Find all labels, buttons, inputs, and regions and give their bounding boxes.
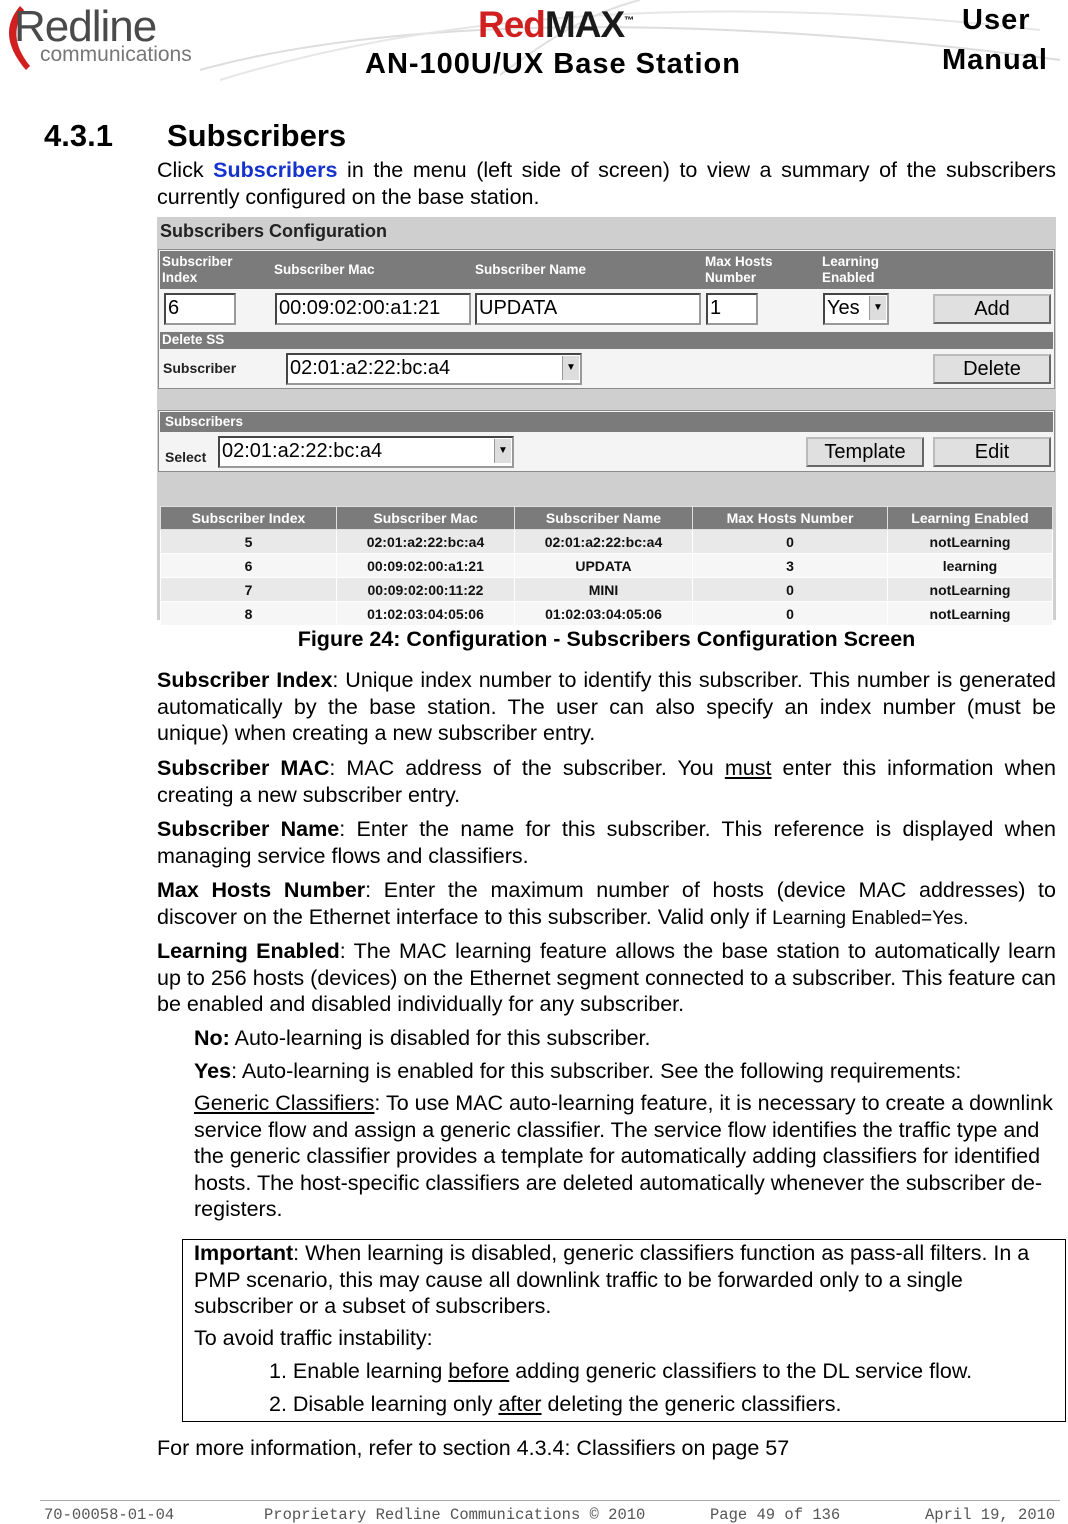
- generic-classifiers-description: [194, 1090, 1056, 1223]
- intro-text-2: in the menu (left side of screen) to view a summary of the subscribers currently configured on the base station.: [157, 158, 1056, 209]
- yes-description: [194, 1058, 1056, 1085]
- name-input[interactable]: UPDATA: [475, 293, 701, 325]
- product-logo-red: Red: [478, 4, 545, 45]
- item1-u: before: [448, 1359, 510, 1383]
- select-subscriber-panel: [158, 410, 1055, 472]
- name-description: [157, 816, 1056, 869]
- mac-description: [157, 755, 1056, 808]
- delete-ss-title: Delete SS: [162, 332, 225, 347]
- name-text: : Enter the name for this subscriber. This reference is displayed when managing service flows and classifiers.: [157, 817, 1056, 868]
- max-hosts-input[interactable]: 1: [706, 293, 758, 325]
- add-header-bar: [160, 251, 1053, 289]
- item1-a: 1. Enable learning: [269, 1359, 449, 1383]
- cell-index: 6: [161, 554, 337, 578]
- cell-learning: learning: [888, 554, 1053, 578]
- chevron-down-icon: ▼: [494, 439, 511, 463]
- chevron-down-icon: ▼: [869, 296, 886, 320]
- edit-button[interactable]: Edit: [933, 437, 1051, 467]
- item1-b: adding generic classifiers to the DL service flow.: [509, 1359, 973, 1383]
- table-row: [161, 602, 1053, 626]
- mac-term: Subscriber MAC: [157, 756, 330, 780]
- learning-description: [157, 938, 1056, 1018]
- footer-copyright: Proprietary Redline Communications © 2010: [264, 1506, 646, 1524]
- cell-max: 3: [693, 554, 888, 578]
- no-text: Auto-learning is disabled for this subscriber.: [229, 1026, 651, 1050]
- footer-divider: [40, 1500, 1060, 1501]
- product-logo: [478, 4, 633, 46]
- cell-mac: 01:02:03:04:05:06: [337, 602, 515, 626]
- header-title: AN-100U/UX Base Station: [365, 48, 741, 80]
- cell-index: 5: [161, 530, 337, 554]
- cell-mac: 02:01:a2:22:bc:a4: [337, 530, 515, 554]
- template-button[interactable]: Template: [806, 437, 924, 467]
- important-item-1: [269, 1359, 972, 1384]
- important-item-2: [269, 1392, 841, 1417]
- table-row: [161, 530, 1053, 554]
- footer-doc-number: 70-00058-01-04: [44, 1506, 175, 1524]
- th-max-hosts: Max Hosts Number: [693, 507, 888, 530]
- item2-b: deleting the generic classifiers.: [541, 1392, 842, 1416]
- subscribers-table: [160, 506, 1053, 626]
- section-title: Subscribers: [166, 118, 347, 153]
- section-heading: [44, 118, 346, 154]
- intro-text-1: Click: [157, 158, 214, 182]
- avoid-text: To avoid traffic instability:: [194, 1326, 433, 1350]
- cell-learning: notLearning: [888, 602, 1053, 626]
- cell-mac: 00:09:02:00:11:22: [337, 578, 515, 602]
- delete-subscriber-select[interactable]: [286, 353, 582, 385]
- more-info: For more information, refer to section 4.3.4: Classifiers on page 57: [157, 1436, 790, 1460]
- subscriber-select-value: 02:01:a2:22:bc:a4: [222, 440, 383, 462]
- footer-date: April 19, 2010: [925, 1506, 1056, 1524]
- col-learning-label: Learning Enabled: [822, 254, 880, 285]
- index-input[interactable]: 6: [164, 293, 236, 325]
- mac-text-2: enter this information when creating a new subscriber entry.: [157, 756, 1056, 807]
- index-text: : Unique index number to identify this subscriber. This number is generated automatically by the base station. The user can also specify an index number (must be unique) when creating a new subscriber entry.: [157, 668, 1056, 745]
- delete-subscriber-label: Subscriber: [163, 360, 237, 376]
- cell-name: MINI: [515, 578, 693, 602]
- header-doc-type-2: Manual: [942, 44, 1048, 76]
- select-label: Select: [165, 449, 207, 465]
- col-index-label: Subscriber Index: [162, 254, 233, 285]
- max-small: Learning Enabled=Yes.: [772, 907, 969, 929]
- logo-subtext: communications: [40, 43, 192, 66]
- mac-must: must: [724, 756, 772, 780]
- cell-mac: 00:09:02:00:a1:21: [337, 554, 515, 578]
- index-term: Subscriber Index: [157, 668, 333, 692]
- chevron-down-icon: ▼: [562, 356, 579, 380]
- product-logo-max: MAX: [544, 4, 625, 45]
- learning-text: : The MAC learning feature allows the base station to automatically learn up to 256 hosts (devices) on the Ethernet segment connected to a subscriber. This feature can be enabled and disabled individually for any subscriber.: [157, 939, 1056, 1016]
- add-subscriber-panel: [158, 249, 1055, 389]
- cell-name: 01:02:03:04:05:06: [515, 602, 693, 626]
- logo-text: Redline: [14, 2, 157, 51]
- cell-name: 02:01:a2:22:bc:a4: [515, 530, 693, 554]
- max-term: Max Hosts Number: [157, 878, 366, 902]
- delete-subscriber-value: 02:01:a2:22:bc:a4: [290, 357, 451, 379]
- item2-a: 2. Disable learning only: [269, 1392, 499, 1416]
- th-learning-enabled: Learning Enabled: [888, 507, 1053, 530]
- cell-learning: notLearning: [888, 578, 1053, 602]
- item2-u: after: [498, 1392, 542, 1416]
- max-description: [157, 877, 1056, 932]
- subscribers-link[interactable]: Subscribers: [213, 158, 338, 182]
- index-description: [157, 667, 1056, 747]
- delete-ss-bar: [160, 332, 1053, 349]
- generic-classifiers-term: Generic Classifiers: [194, 1091, 375, 1115]
- max-text: : Enter the maximum number of hosts (device MAC addresses) to discover on the Ethernet interface to this subscriber. Valid only if: [157, 878, 1056, 929]
- footer-page: Page 49 of 136: [710, 1506, 841, 1524]
- cell-max: 0: [693, 578, 888, 602]
- table-row: [161, 554, 1053, 578]
- subscribers-config-screen: [157, 217, 1056, 620]
- table-row: [161, 578, 1053, 602]
- learning-term: Learning Enabled: [157, 939, 340, 963]
- figure-caption: Figure 24: Configuration - Subscribers Configuration Screen: [297, 627, 916, 651]
- th-subscriber-index: Subscriber Index: [161, 507, 337, 530]
- important-term: Important: [194, 1241, 294, 1265]
- yes-text: : Auto-learning is enabled for this subscriber. See the following requirements:: [231, 1059, 962, 1083]
- yes-term: Yes: [194, 1059, 232, 1083]
- intro-paragraph: [157, 157, 1056, 210]
- name-term: Subscriber Name: [157, 817, 340, 841]
- no-description: [194, 1025, 1056, 1052]
- subscribers-bar: [160, 412, 1053, 432]
- th-subscriber-mac: Subscriber Mac: [337, 507, 515, 530]
- col-mac-label: Subscriber Mac: [274, 262, 375, 277]
- important-text: [194, 1240, 1059, 1320]
- header-doc-type-1: User: [962, 4, 1031, 36]
- subscribers-bar-title: Subscribers: [165, 414, 244, 429]
- learning-select[interactable]: [823, 293, 889, 325]
- table-header-row: [161, 507, 1053, 530]
- important-box: [182, 1239, 1066, 1422]
- col-max-label: Max Hosts Number: [705, 254, 773, 285]
- screen-title: Subscribers Configuration: [160, 221, 388, 241]
- section-number: 4.3.1: [44, 118, 113, 153]
- cell-max: 0: [693, 530, 888, 554]
- cell-learning: notLearning: [888, 530, 1053, 554]
- cell-max: 0: [693, 602, 888, 626]
- th-subscriber-name: Subscriber Name: [515, 507, 693, 530]
- cell-index: 8: [161, 602, 337, 626]
- subscriber-select[interactable]: [218, 436, 514, 468]
- cell-name: UPDATA: [515, 554, 693, 578]
- mac-text-1: : MAC address of the subscriber. You: [329, 756, 725, 780]
- mac-input[interactable]: 00:09:02:00:a1:21: [275, 293, 471, 325]
- cell-index: 7: [161, 578, 337, 602]
- important-body: : When learning is disabled, generic classifiers function as pass-all filters. In a PMP scenario, this may cause all downlink traffic to be forwarded only to a single subscriber or a subset of subscribers.: [194, 1241, 1030, 1318]
- col-name-label: Subscriber Name: [475, 262, 587, 277]
- trademark: ™: [624, 15, 634, 27]
- generic-classifiers-text: : To use MAC auto-learning feature, it is necessary to create a downlink service flow and assign a generic classifier. The service flow identifies the traffic type and the generic classifier provides a template for automatically adding classifiers for identified hosts. The host-specific classifiers are deleted automatically whenever the subscriber de-registers.: [194, 1091, 1053, 1221]
- add-button[interactable]: Add: [933, 294, 1051, 324]
- learning-select-value: Yes: [827, 297, 860, 319]
- no-term: No:: [194, 1026, 230, 1050]
- delete-button[interactable]: Delete: [933, 354, 1051, 384]
